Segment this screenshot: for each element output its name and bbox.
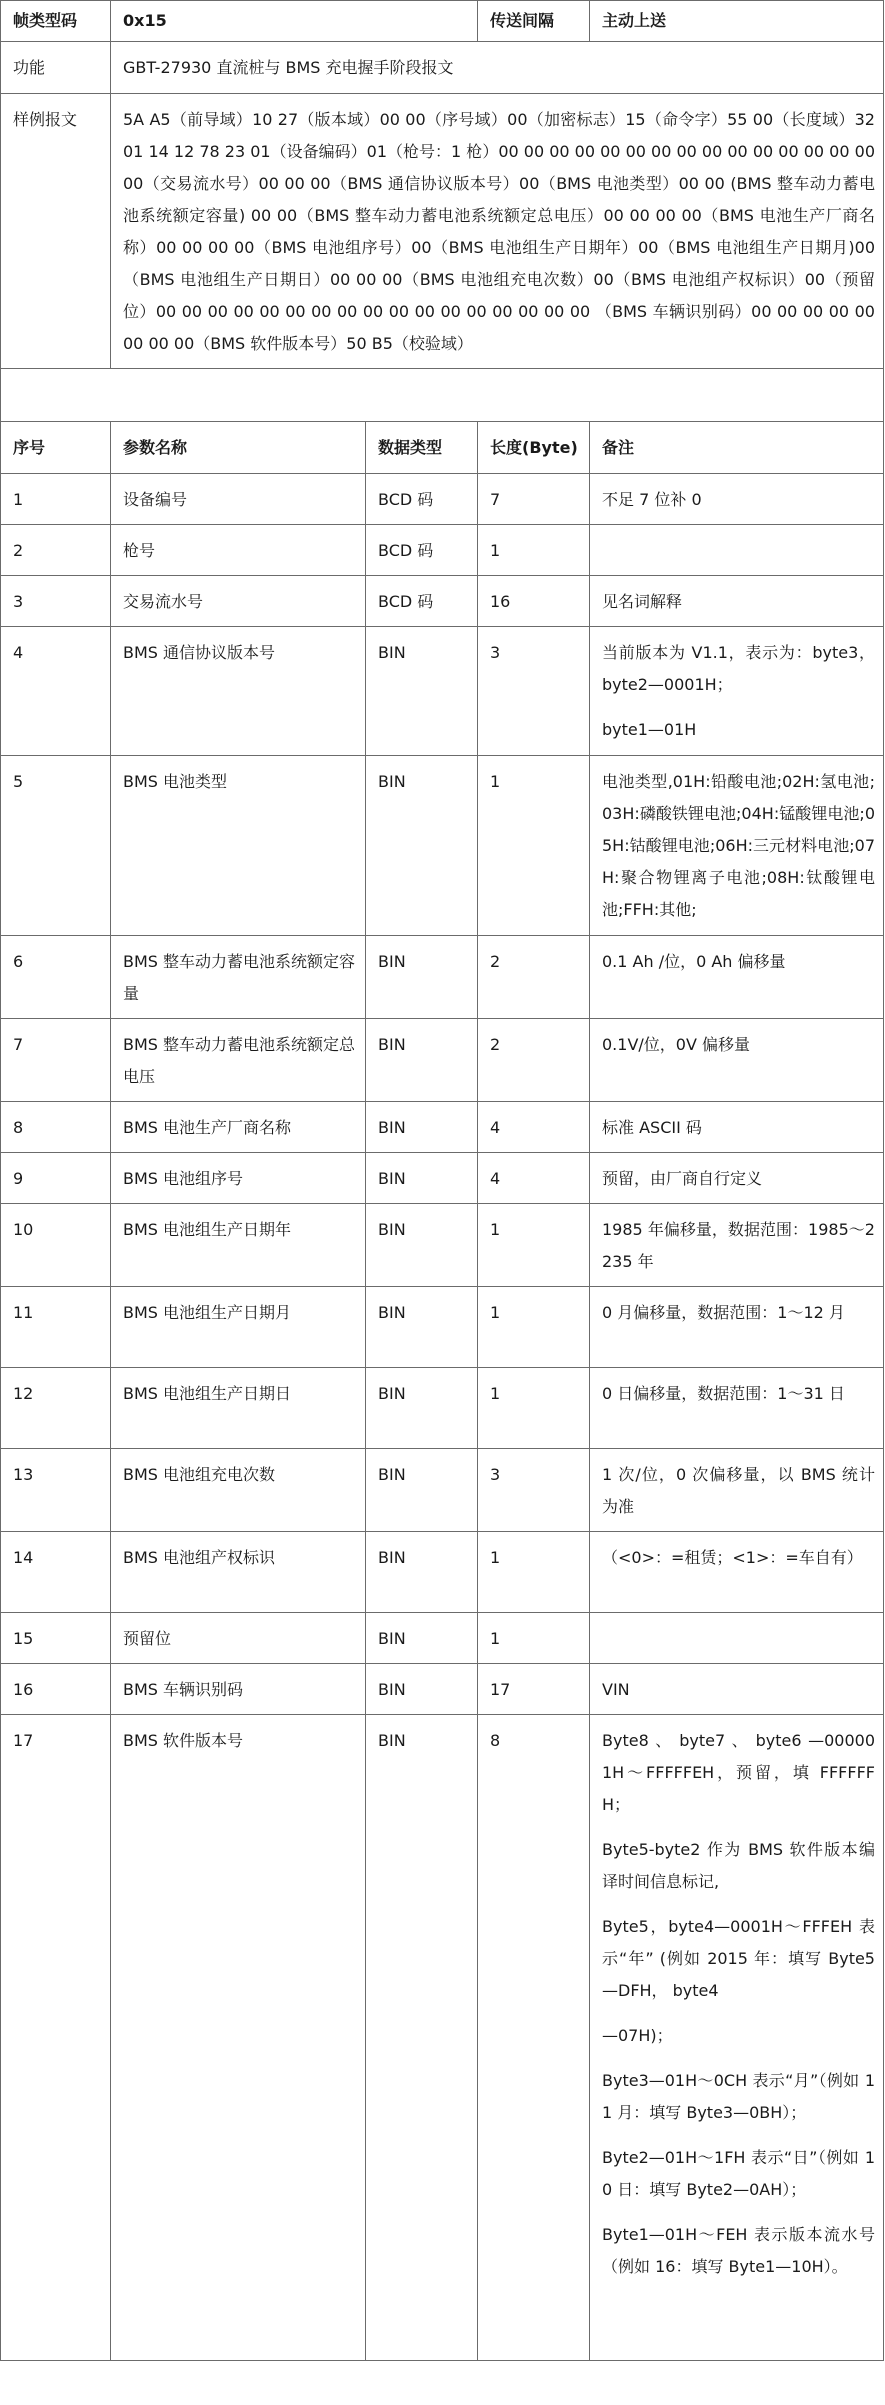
sample-row	[1, 94, 884, 369]
note-paragraph: Byte8 、 byte7 、 byte6 —000001H～FFFFFEH，预留，填 FFFFFFH；	[602, 1731, 875, 1814]
row-length: 3	[478, 627, 590, 756]
row-param-name: BMS 整车动力蓄电池系统额定容量	[111, 936, 366, 1019]
col-header-length: 长度(Byte)	[478, 422, 590, 474]
col-header-note: 备注	[590, 422, 884, 474]
table-row	[1, 1715, 884, 2361]
note-paragraph: 当前版本为 V1.1，表示为：byte3，byte2—0001H；	[602, 643, 875, 694]
table-row	[1, 1664, 884, 1715]
function-row	[1, 42, 884, 94]
table-row	[1, 1368, 884, 1449]
interval-value: 主动上送	[590, 1, 884, 42]
row-note	[590, 1613, 884, 1664]
row-data-type: BIN	[366, 936, 478, 1019]
col-header-index: 序号	[1, 422, 111, 474]
row-note	[590, 1368, 884, 1449]
row-length: 1	[478, 525, 590, 576]
row-param-name: BMS 电池组生产日期年	[111, 1204, 366, 1287]
row-length: 1	[478, 1204, 590, 1287]
row-data-type: BIN	[366, 627, 478, 756]
row-note	[590, 1019, 884, 1102]
row-index: 17	[1, 1715, 111, 2361]
row-param-name: 预留位	[111, 1613, 366, 1664]
table-row	[1, 1153, 884, 1204]
row-length: 16	[478, 576, 590, 627]
row-index: 4	[1, 627, 111, 756]
row-data-type: BIN	[366, 1368, 478, 1449]
table-row	[1, 474, 884, 525]
row-length: 3	[478, 1449, 590, 1532]
interval-label: 传送间隔	[478, 1, 590, 42]
table-row	[1, 576, 884, 627]
row-length: 1	[478, 1368, 590, 1449]
row-data-type: BIN	[366, 1449, 478, 1532]
frame-type-value: 0x15	[111, 1, 478, 42]
function-value: GBT-27930 直流桩与 BMS 充电握手阶段报文	[111, 42, 884, 94]
row-length: 7	[478, 474, 590, 525]
row-index: 14	[1, 1532, 111, 1613]
row-note	[590, 1153, 884, 1204]
note-paragraph: Byte5-byte2 作为 BMS 软件版本编译时间信息标记,	[602, 1840, 875, 1891]
row-param-name: BMS 电池生产厂商名称	[111, 1102, 366, 1153]
row-data-type: BIN	[366, 1204, 478, 1287]
table-row	[1, 1204, 884, 1287]
row-data-type: BIN	[366, 1102, 478, 1153]
row-length: 1	[478, 1613, 590, 1664]
row-data-type: BCD 码	[366, 525, 478, 576]
row-length: 2	[478, 936, 590, 1019]
col-header-name: 参数名称	[111, 422, 366, 474]
row-note	[590, 474, 884, 525]
row-data-type: BIN	[366, 1664, 478, 1715]
row-length: 2	[478, 1019, 590, 1102]
row-index: 7	[1, 1019, 111, 1102]
note-paragraph: 0.1 Ah /位，0 Ah 偏移量	[602, 952, 786, 971]
table-row	[1, 1287, 884, 1368]
row-data-type: BIN	[366, 1715, 478, 2361]
table-row	[1, 1613, 884, 1664]
row-param-name: 设备编号	[111, 474, 366, 525]
note-paragraph: 0 日偏移量，数据范围：1～31 日	[602, 1384, 845, 1403]
row-index: 16	[1, 1664, 111, 1715]
row-param-name: BMS 软件版本号	[111, 1715, 366, 2361]
row-note	[590, 1102, 884, 1153]
row-note	[590, 576, 884, 627]
sample-value: 5A A5（前导域）10 27（版本域）00 00（序号域）00（加密标志）15（命令字）55 00（长度域）32 01 14 12 78 23 01（设备编码）01（枪号：1 枪）00 00 00 00 00 00 00 00 00 00 00 00 00 00 00 00（交易流水号）00 00 00（BMS 通信协议版本号）00（BMS 电池类型）00 00 (BMS 整车动力蓄电池系统额定容量) 00 00（BMS 整车动力蓄电池系统额定总电压）00 00 00 00（BMS 电池生产厂商名称）00 00 00 00（BMS 电池组序号）00（BMS 电池组生产日期年）00（BMS 电池组生产日期月)00（BMS 电池组生产日期日）00 00 00（BMS 电池组充电次数）00（BMS 电池组产权标识）00（预留位）00 00 00 00 00 00 00 00 00 00 00 00 00 00 00 00 00 （BMS 车辆识别码）00 00 00 00 00 00 00 00（BMS 软件版本号）50 B5（校验域）	[111, 94, 884, 369]
row-note	[590, 627, 884, 756]
note-paragraph: 0.1V/位，0V 偏移量	[602, 1035, 750, 1054]
note-paragraph: —07H)；	[602, 2026, 673, 2045]
note-paragraph: Byte2—01H～1FH 表示“日”（例如 10 日：填写 Byte2—0AH）；	[602, 2148, 875, 2199]
table-row	[1, 525, 884, 576]
row-length: 1	[478, 756, 590, 936]
table-row	[1, 936, 884, 1019]
col-header-dtype: 数据类型	[366, 422, 478, 474]
row-length: 4	[478, 1102, 590, 1153]
row-data-type: BIN	[366, 1153, 478, 1204]
row-note	[590, 1449, 884, 1532]
row-index: 10	[1, 1204, 111, 1287]
row-param-name: 枪号	[111, 525, 366, 576]
row-param-name: BMS 通信协议版本号	[111, 627, 366, 756]
row-param-name: BMS 电池类型	[111, 756, 366, 936]
spacer-cell	[1, 369, 884, 422]
row-data-type: BIN	[366, 1019, 478, 1102]
row-note	[590, 1532, 884, 1613]
note-paragraph: 不足 7 位补 0	[602, 490, 702, 509]
sample-label: 样例报文	[1, 94, 111, 369]
note-paragraph: Byte1—01H～FEH 表示版本流水号（例如 16：填写 Byte1—10H）。	[602, 2225, 875, 2276]
note-paragraph: 电池类型,01H:铅酸电池;02H:氢电池;03H:磷酸铁锂电池;04H:锰酸锂电池;05H:钴酸锂电池;06H:三元材料电池;07H:聚合物锂离子电池;08H:钛酸锂电池;FFH:其他;	[602, 772, 875, 919]
row-length: 1	[478, 1532, 590, 1613]
row-data-type: BIN	[366, 1613, 478, 1664]
note-paragraph: 0 月偏移量，数据范围：1～12 月	[602, 1303, 845, 1322]
row-param-name: BMS 整车动力蓄电池系统额定总电压	[111, 1019, 366, 1102]
row-note	[590, 756, 884, 936]
spacer-row	[1, 369, 884, 422]
row-note	[590, 1204, 884, 1287]
table-row	[1, 1019, 884, 1102]
note-paragraph: 1985 年偏移量，数据范围：1985～2235 年	[602, 1220, 875, 1271]
row-param-name: 交易流水号	[111, 576, 366, 627]
frame-type-row	[1, 1, 884, 42]
row-index: 6	[1, 936, 111, 1019]
row-data-type: BCD 码	[366, 474, 478, 525]
row-note	[590, 1664, 884, 1715]
row-index: 13	[1, 1449, 111, 1532]
column-header-row	[1, 422, 884, 474]
row-note	[590, 936, 884, 1019]
row-data-type: BIN	[366, 756, 478, 936]
row-length: 17	[478, 1664, 590, 1715]
row-index: 2	[1, 525, 111, 576]
note-paragraph: Byte3—01H～0CH 表示“月”（例如 11 月：填写 Byte3—0BH）；	[602, 2071, 875, 2122]
row-param-name: BMS 电池组序号	[111, 1153, 366, 1204]
note-paragraph: Byte5，byte4—0001H～FFFEH 表示“年” (例如 2015 年：填写 Byte5—DFH， byte4	[602, 1917, 875, 2000]
frame-type-label: 帧类型码	[1, 1, 111, 42]
row-index: 5	[1, 756, 111, 936]
row-note	[590, 1715, 884, 2361]
table-row	[1, 756, 884, 936]
table-row	[1, 627, 884, 756]
row-param-name: BMS 电池组产权标识	[111, 1532, 366, 1613]
row-length: 8	[478, 1715, 590, 2361]
note-paragraph: VIN	[602, 1680, 630, 1699]
row-param-name: BMS 车辆识别码	[111, 1664, 366, 1715]
row-data-type: BIN	[366, 1532, 478, 1613]
table-row	[1, 1532, 884, 1613]
row-index: 8	[1, 1102, 111, 1153]
row-param-name: BMS 电池组生产日期日	[111, 1368, 366, 1449]
row-note	[590, 1287, 884, 1368]
row-index: 15	[1, 1613, 111, 1664]
note-paragraph: 1 次/位，0 次偏移量，以 BMS 统计为准	[602, 1465, 875, 1516]
row-note	[590, 525, 884, 576]
table-row	[1, 1449, 884, 1532]
row-length: 4	[478, 1153, 590, 1204]
row-param-name: BMS 电池组生产日期月	[111, 1287, 366, 1368]
row-length: 1	[478, 1287, 590, 1368]
row-param-name: BMS 电池组充电次数	[111, 1449, 366, 1532]
note-paragraph: 预留，由厂商自行定义	[602, 1169, 763, 1188]
note-paragraph: byte1—01H	[602, 720, 697, 739]
row-index: 1	[1, 474, 111, 525]
table-row	[1, 1102, 884, 1153]
note-paragraph: 标准 ASCII 码	[602, 1118, 702, 1137]
row-index: 9	[1, 1153, 111, 1204]
row-data-type: BCD 码	[366, 576, 478, 627]
row-index: 11	[1, 1287, 111, 1368]
note-paragraph: 见名词解释	[602, 592, 683, 611]
row-index: 12	[1, 1368, 111, 1449]
row-data-type: BIN	[366, 1287, 478, 1368]
function-label: 功能	[1, 42, 111, 94]
note-paragraph: （<0>：=租赁；<1>：=车自有）	[602, 1548, 863, 1567]
row-index: 3	[1, 576, 111, 627]
